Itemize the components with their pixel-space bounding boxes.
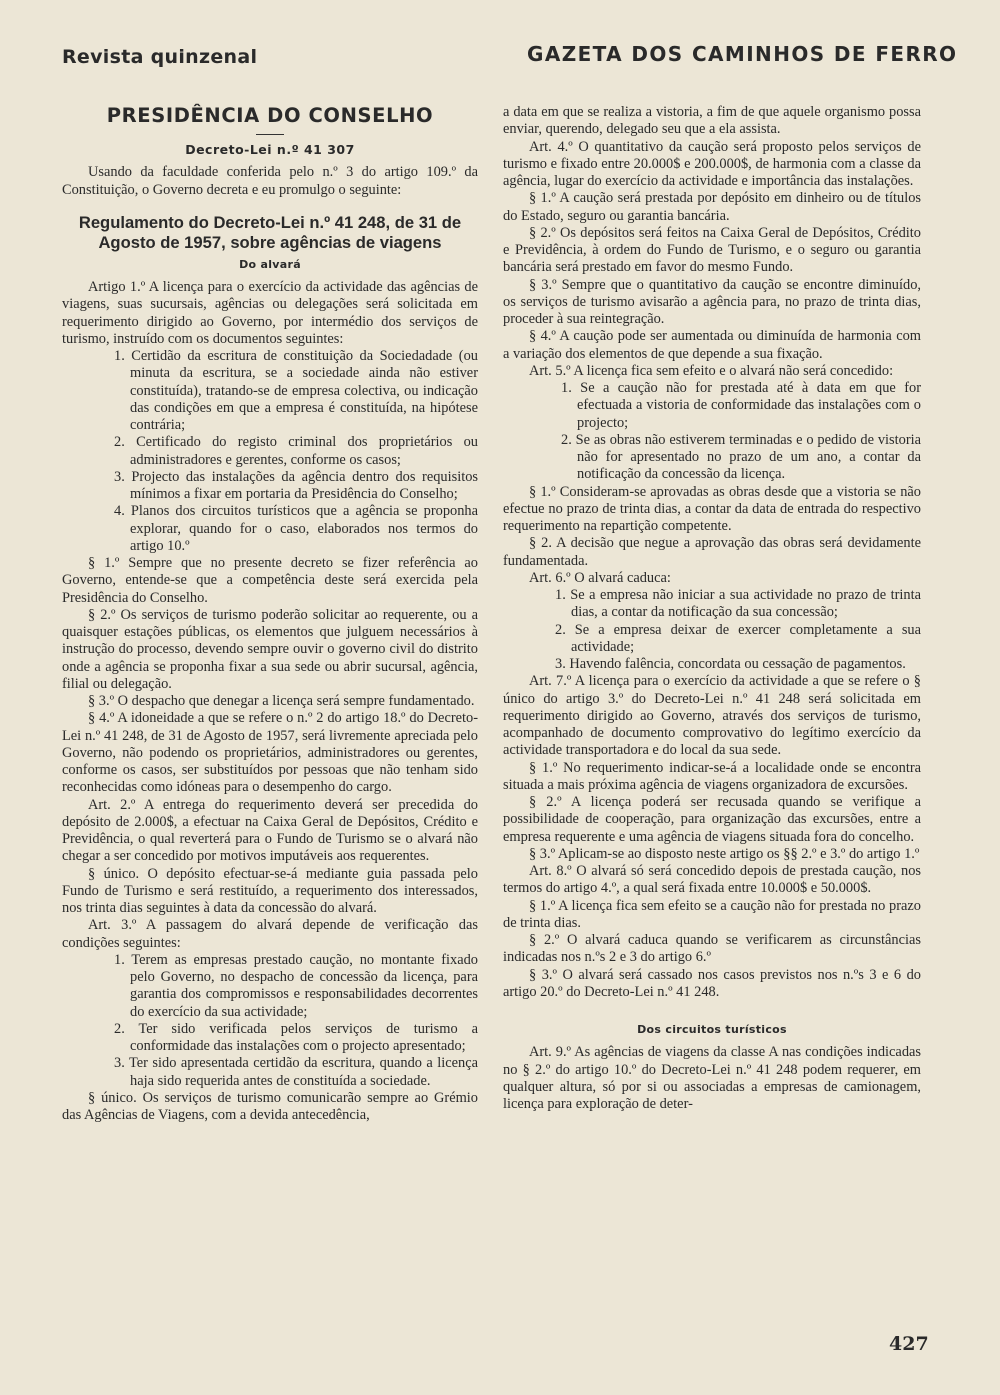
decree-number: Decreto-Lei n.º 41 307 — [185, 142, 355, 157]
running-header-left: Revista quinzenal — [62, 46, 258, 68]
subhead-alvara: Do alvará — [239, 257, 301, 271]
list-item: 1. Se a caução não for prestada até à data em que for efectuada a vistoria de conformidade das instalações com o projecto; — [561, 380, 921, 431]
article-5-paragraph-2: § 2. A decisão que negue a aprovação das obras será devidamente fundamentada. — [503, 535, 921, 569]
article-8-paragraph-2: § 2.º O alvará caduca quando se verificarem as circunstâncias indicadas nos n.ºs 2 e 3 do artigo 6.º — [503, 932, 921, 966]
list-item: 1. Terem as empresas prestado caução, no montante fixado pelo Governo, no despacho de concessão da licença, para garantia dos compromissos e responsabilidades decorrentes do exercício da sua actividade; — [114, 951, 478, 1020]
article-2: Art. 2.º A entrega do requerimento deverá ser precedida do depósito de 2.000$, a efectuar na Caixa Geral de Depósitos, Crédito e Previdência, o qual reverterá para o Fundo de Turismo se o alvará não chegar a ser concedido por motivos imputáveis aos requerentes. — [62, 796, 478, 865]
article-3: Art. 3.º A passagem do alvará depende de verificação das condições seguintes: — [62, 917, 478, 951]
paragraph-2: § 2.º Os serviços de turismo poderão solicitar ao requerente, ou a quaisquer estações públicas, os elementos que julguem necessários à instrução do processo, devendo sempre ouvir o governo civil do distrito onde a agência se proponha fixar a sua sede ou abrir sucursal, agência, filial ou delegação. — [62, 606, 478, 692]
article-3-unico: § único. Os serviços de turismo comunicarão sempre ao Grémio das Agências de Viagens, com a devida antecedência, — [62, 1089, 478, 1123]
list-item: 1. Se a empresa não iniciar a sua actividade no prazo de trinta dias, a contar da notificação da sua concessão; — [555, 587, 921, 621]
article-7: Art. 7.º A licença para o exercício da actividade a que se refere o § único do artigo 3.º do Decreto-Lei n.º 41 248 será solicitada em requerimento dirigido ao Governo, através dos serviços de turismo, acompanhado de documento comprovativo do legítimo exercício da actividade transportadora e do local da sua sede. — [503, 673, 921, 759]
title-rule — [256, 134, 284, 135]
article-4-paragraph-3: § 3.º Sempre que o quantitativo da caução se encontre diminuído, os serviços de turismo avisarão a agência para, no prazo de trinta dias, proceder à sua reintegração. — [503, 276, 921, 327]
regulation-title: Regulamento do Decreto-Lei n.º 41 248, de 31 de Agosto de 1957, sobre agências de viagens — [78, 212, 462, 252]
list-item: 3. Projecto das instalações da agência dentro dos requisitos mínimos a fixar em portaria da Presidência do Conselho; — [114, 468, 478, 502]
paragraph-4: § 4.º A idoneidade a que se refere o n.º 2 do artigo 18.º do Decreto-Lei n.º 41 248, de 31 de Agosto de 1957, será livremente apreciada pelo Governo, não podendo os proprietários, administradores ou gerentes, conforme os casos, ser substituídos por pessoas que não tenham sido reconhecidas como idóneas para o desempenho do cargo. — [62, 710, 478, 796]
article-4-paragraph-1: § 1.º A caução será prestada por depósito em dinheiro ou de títulos do Estado, seguro ou garantia bancária. — [503, 190, 921, 224]
paragraph-1: § 1.º Sempre que no presente decreto se fizer referência ao Governo, entende-se que a competência deste será exercida pela Presidência do Conselho. — [62, 555, 478, 606]
article-2-unico: § único. O depósito efectuar-se-á mediante guia passada pelo Fundo de Turismo e será restituído, a requerimento dos interessados, nos trinta dias seguintes à data da concessão do alvará. — [62, 865, 478, 916]
left-column — [62, 104, 478, 1124]
article-4: Art. 4.º O quantitativo da caução será proposto pelos serviços de turismo e fixado entre 20.000$ e 200.000$, de harmonia com a classe da agência, lugar do exercício da actividade e importância das instalações. — [503, 138, 921, 189]
continued-paragraph: a data em que se realiza a vistoria, a fim de que aquele organismo possa enviar, querendo, delegado seu que a ela assista. — [503, 104, 921, 138]
article-9: Art. 9.º As agências de viagens da classe A nas condições indicadas no § 2.º do artigo 10.º do Decreto-Lei n.º 41 248 podem requerer, em qualquer altura, só por si ou associadas a empresas de camionagem, licença para exploração de deter- — [503, 1044, 921, 1112]
article-8: Art. 8.º O alvará só será concedido depois de prestada caução, nos termos do artigo 4.º, a qual será fixada entre 10.000$ e 50.000$. — [503, 863, 921, 897]
list-item: 2. Se as obras não estiverem terminadas e o pedido de vistoria não for apresentado no prazo de um ano, a contar da notificação da concessão da licença. — [561, 431, 921, 483]
right-column — [503, 104, 921, 1113]
spacer — [503, 1001, 921, 1019]
list-item: 2. Se a empresa deixar de exercer completamente a sua actividade; — [555, 621, 921, 655]
list-item: 3. Havendo falência, concordata ou cessação de pagamentos. — [555, 656, 906, 672]
running-header-title: GAZETA DOS CAMINHOS DE FERRO — [527, 42, 958, 66]
article-8-paragraph-1: § 1.º A licença fica sem efeito se a caução não for prestada no prazo de trinta dias. — [503, 897, 921, 931]
list-item: 4. Planos dos circuitos turísticos que a agência se proponha explorar, quando for o caso, elaborados nos termos do artigo 10.º — [114, 503, 478, 554]
page-number: 427 — [889, 1333, 929, 1355]
article-6: Art. 6.º O alvará caduca: — [529, 569, 671, 586]
article-7-paragraph-3: § 3.º Aplicam-se ao disposto neste artigo os §§ 2.º e 3.º do artigo 1.º — [529, 845, 920, 862]
subhead-circuitos: Dos circuitos turísticos — [637, 1023, 787, 1036]
article-7-paragraph-1: § 1.º No requerimento indicar-se-á a localidade onde se encontra situada a mais próxima agência de viagens organizadora de excursões. — [503, 759, 921, 793]
list-item: 3. Ter sido apresentada certidão da escritura, quando a licença haja sido requerida antes de constituída a sociedade. — [114, 1055, 478, 1089]
section-title: PRESIDÊNCIA DO CONSELHO — [106, 104, 434, 127]
article-5: Art. 5.º A licença fica sem efeito e o alvará não será concedido: — [529, 362, 894, 379]
intro-paragraph: Usando da faculdade conferida pelo n.º 3 do artigo 109.º da Constituição, o Governo decreta e eu promulgo o seguinte: — [62, 164, 478, 198]
article-1: Artigo 1.º A licença para o exercício da actividade das agências de viagens, suas sucursais, agências ou delegações será solicitada em requerimento dirigido ao Governo, por intermédio dos serviços de turismo, instruído com os documentos seguintes: — [62, 279, 478, 347]
list-item: 2. Certificado do registo criminal dos proprietários ou administradores e gerentes, conforme os casos; — [114, 434, 478, 468]
paragraph-3: § 3.º O despacho que denegar a licença será sempre fundamentado. — [88, 693, 475, 709]
article-4-paragraph-2: § 2.º Os depósitos será feitos na Caixa Geral de Depósitos, Crédito e Previdência, à ordem do Fundo de Turismo, e o seguro ou garantia bancária será prestado em favor do mesmo Fundo. — [503, 224, 921, 276]
article-5-paragraph-1: § 1.º Consideram-se aprovadas as obras desde que a vistoria se não efectue no prazo de trinta dias, a contar da data de entrada do respectivo requerimento na repartição competente. — [503, 483, 921, 534]
article-7-paragraph-2: § 2.º A licença poderá ser recusada quando se verifique a possibilidade de cooperação, para organização das excursões, entre a empresa requerente e uma agência de viagens situada fora do concelho. — [503, 794, 921, 845]
list-item: 2. Ter sido verificada pelos serviços de turismo a conformidade das instalações com o projecto apresentado; — [114, 1020, 478, 1054]
article-4-paragraph-4: § 4.º A caução pode ser aumentada ou diminuída de harmonia com a variação dos elementos de que depende a sua fixação. — [503, 328, 921, 362]
list-item: 1. Certidão da escritura de constituição da Sociedadade (ou minuta da escritura, se a sociedade ainda não estiver constituída), tratando-se de empresa colectiva, ou indicação das condições em que a empresa é constituída, na hipótese contrária; — [114, 348, 478, 433]
article-8-paragraph-3: § 3.º O alvará será cassado nos casos previstos nos n.ºs 3 e 6 do artigo 20.º do Decreto-Lei n.º 41 248. — [503, 966, 921, 1000]
